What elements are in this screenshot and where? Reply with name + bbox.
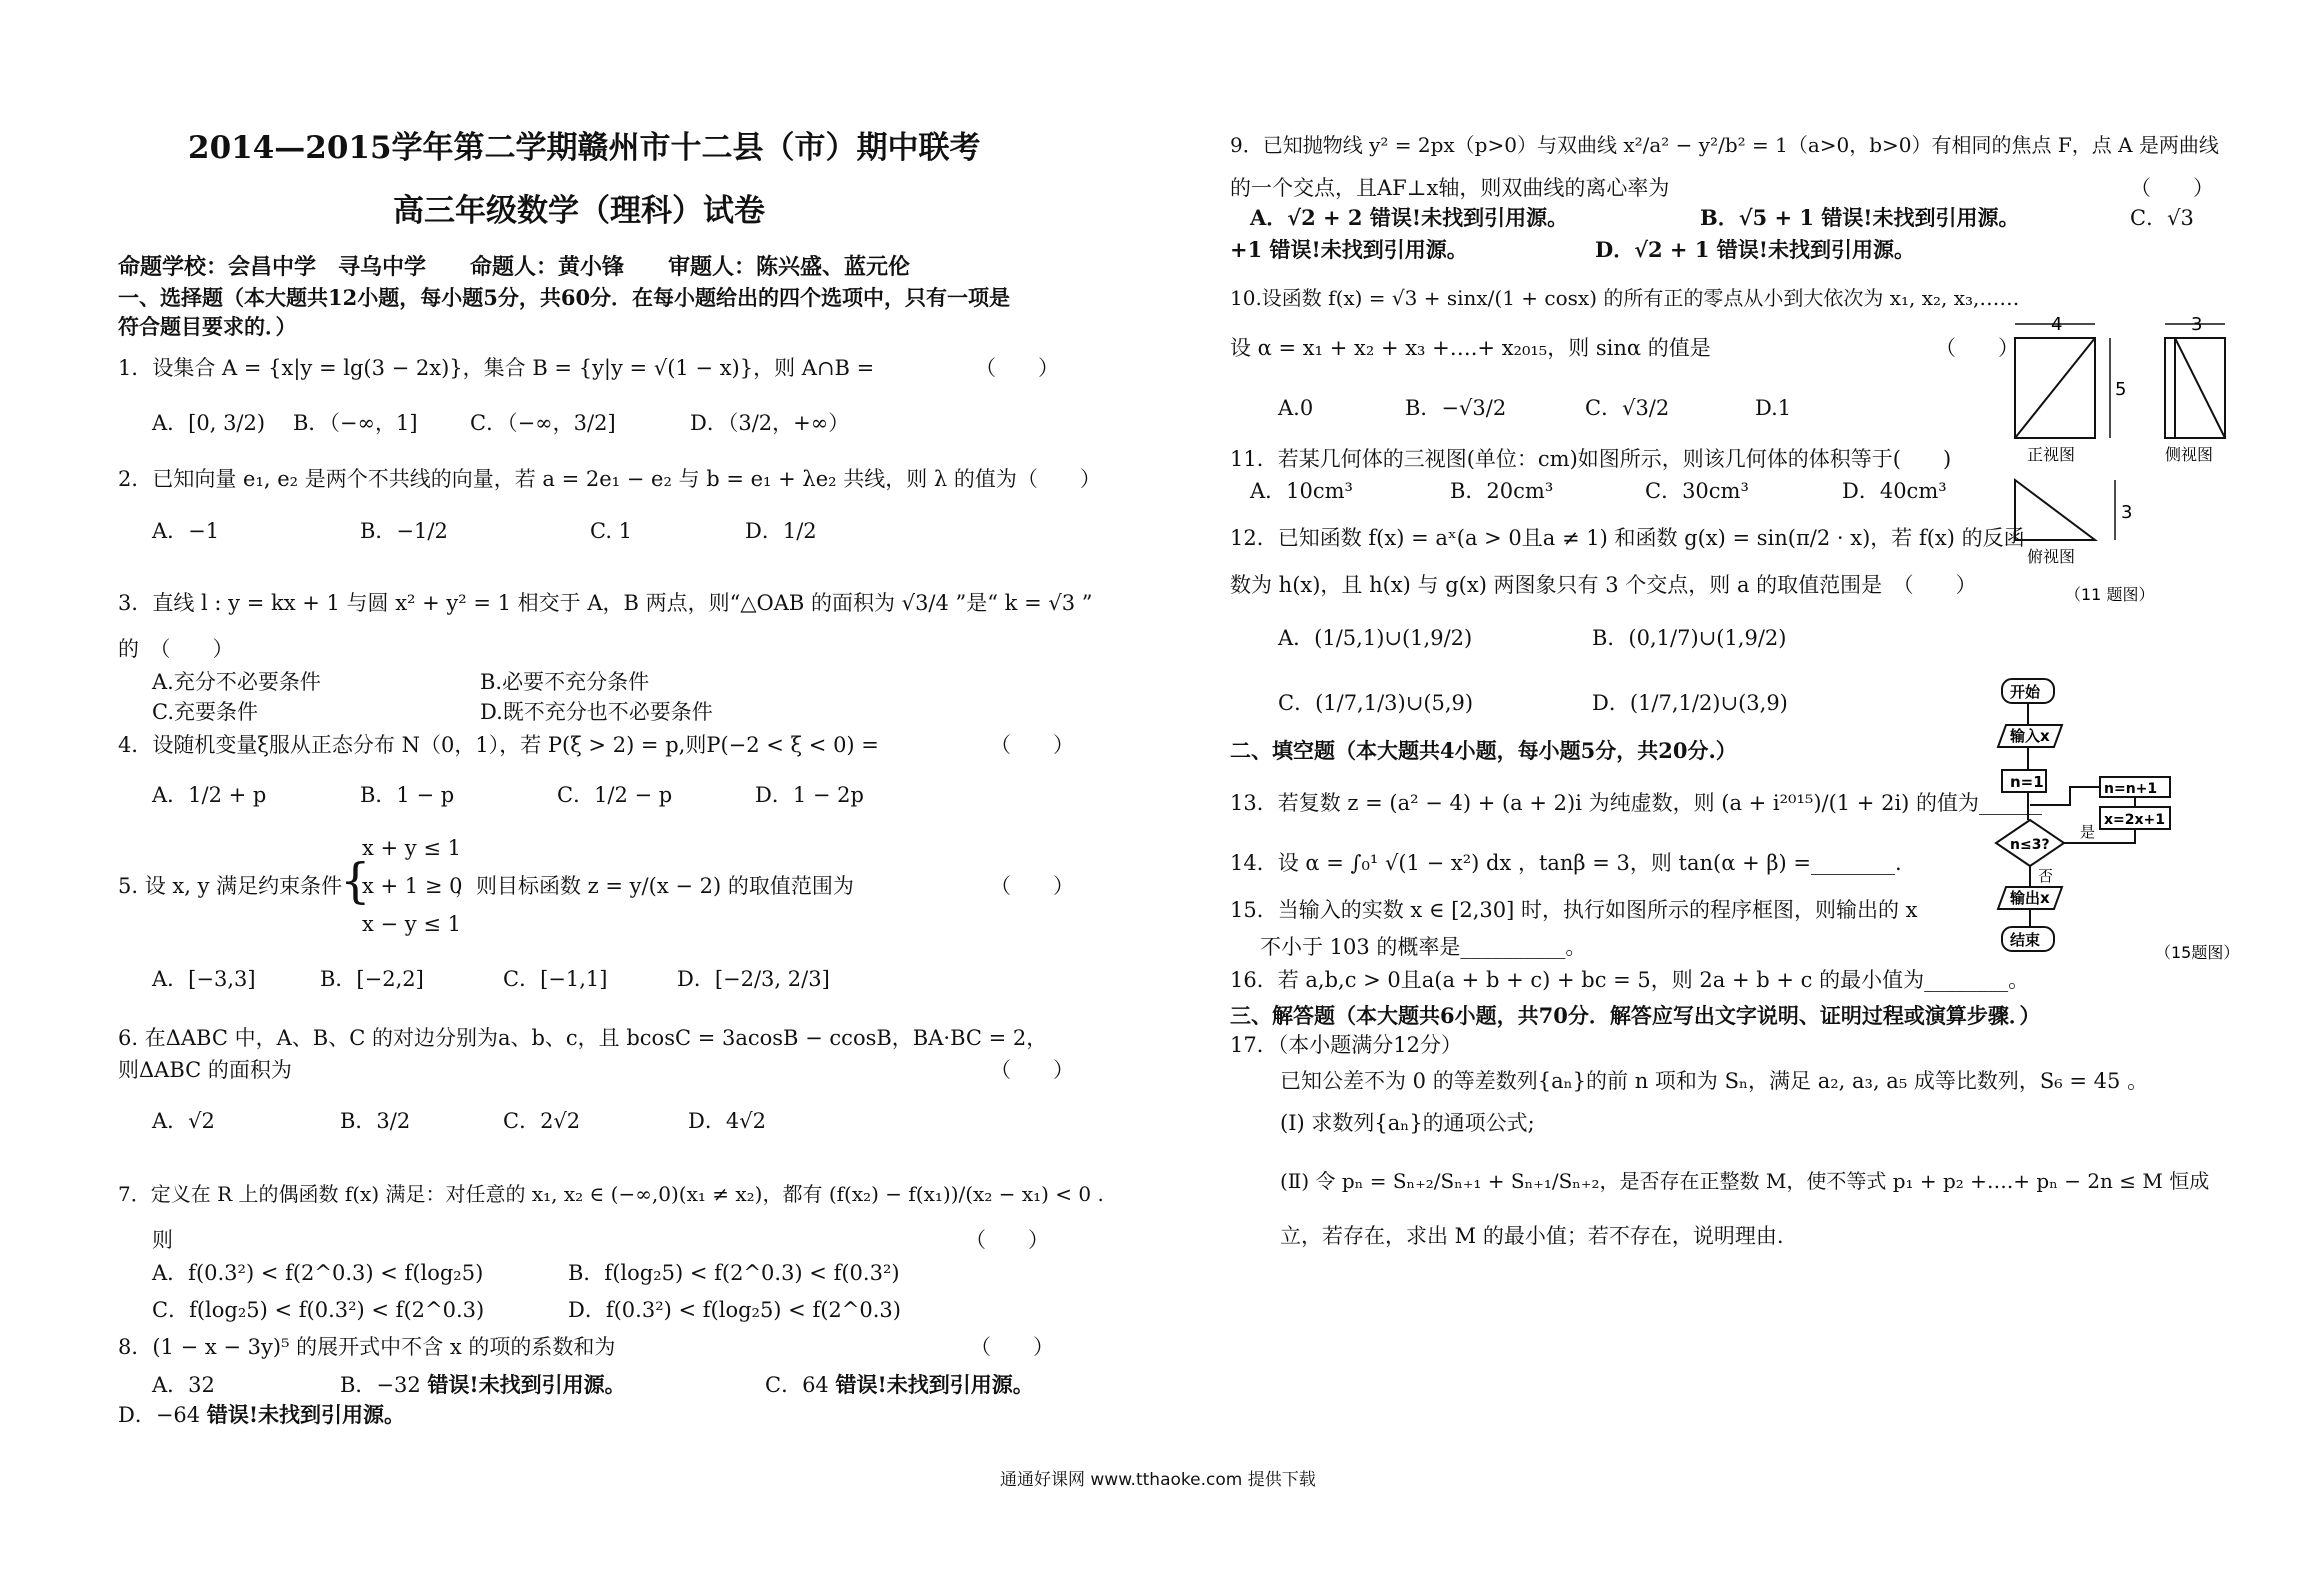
- fig11-three-views: [2005, 300, 2245, 620]
- q12-option-d: D．(1/7,1/2)∪(3,9): [1592, 691, 1788, 715]
- q1-option-b: B．（−∞，1]: [293, 411, 418, 435]
- q12-stem-cont: 数为 h(x)，且 h(x) 与 g(x) 两图象只有 3 个交点，则 a 的取值范围是 （ ）: [1230, 573, 1977, 597]
- q1-stem: 1．设集合 A = {x|y = lg(3 − 2x)}，集合 B = {y|y = √(1 − x)}，则 A∩B =: [118, 356, 875, 380]
- q8-error-d: 错误!未找到引用源。: [206, 1402, 406, 1427]
- q9-error-a: 错误!未找到引用源。: [1369, 205, 1569, 230]
- fig11-top-label: 俯视图: [2027, 547, 2076, 566]
- fig15-input: 输入x: [2010, 727, 2050, 745]
- fig15-flowchart: [1990, 675, 2260, 965]
- q6-stem: 6. 在ΔABC 中，A、B、C 的对边分别为a、b、c，且 bcosC = 3acosB − ccosB，BA·BC = 2，: [118, 1026, 1048, 1050]
- q9-option-c: C．√3: [2130, 206, 2194, 230]
- q8-option-b-text: B．−32: [340, 1373, 421, 1397]
- q10-option-d: D.1: [1755, 396, 1792, 420]
- fig11-dim-front: 4: [2051, 314, 2063, 335]
- q11-option-d: D．40cm³: [1842, 479, 1947, 503]
- q14-stem: 14．设 α = ∫₀¹ √(1 − x²) dx ，tanβ = 3，则 tan(α + β) =________.: [1230, 851, 1902, 875]
- q9-option-d-text: D．√2 + 1: [1595, 237, 1710, 262]
- q3-option-b: B.必要不充分条件: [480, 670, 650, 694]
- q10-option-a: A.0: [1278, 396, 1314, 420]
- q6-option-b: B．3/2: [340, 1109, 411, 1133]
- q12-stem: 12．已知函数 f(x) = aˣ(a > 0且a ≠ 1) 和函数 g(x) = sin(π/2 · x)，若 f(x) 的反函: [1230, 526, 2025, 550]
- q8-stem: 8．(1 − x − 3y)⁵ 的展开式中不含 x 的项的系数和为: [118, 1335, 616, 1359]
- q7-option-a: A．f(0.3²) < f(2^0.3) < f(log₂5): [152, 1261, 484, 1285]
- q5-stem: 5. 设 x, y 满足约束条件: [118, 874, 343, 898]
- q16-stem: 16．若 a,b,c > 0且a(a + b + c) + bc = 5，则 2a + b + c 的最小值为________。: [1230, 968, 2030, 992]
- fig15-yes: 是: [2080, 823, 2096, 841]
- fig15-init: n=1: [2010, 773, 2044, 791]
- q1-option-d: D．（3/2，+∞）: [690, 411, 850, 435]
- section3-heading: 三、解答题（本大题共6小题，共70分．解答应写出文字说明、证明过程或演算步骤．）: [1230, 1003, 2041, 1028]
- q5-option-b: B．[−2,2]: [320, 967, 424, 991]
- q6-option-a: A．√2: [152, 1109, 215, 1133]
- section1-heading-cont: 符合题目要求的．）: [118, 314, 297, 339]
- q2-option-c: C. 1: [590, 519, 633, 543]
- q12-option-c: C．(1/7,1/3)∪(5,9): [1278, 691, 1474, 715]
- q9-stem: 9．已知抛物线 y² = 2px（p>0）与双曲线 x²/a² − y²/b² = 1（a>0，b>0）有相同的焦点 F，点 A 是两曲线: [1230, 133, 2219, 157]
- q6-option-c: C．2√2: [503, 1109, 581, 1133]
- q3-option-c: C.充要条件: [152, 700, 258, 724]
- q7-option-c: C．f(log₂5) < f(0.3²) < f(2^0.3): [152, 1298, 485, 1322]
- q15-stem-cont: 不小于 103 的概率是__________。: [1260, 935, 1587, 959]
- q5-option-c: C．[−1,1]: [503, 967, 608, 991]
- q9-error-d: 错误!未找到引用源。: [1716, 237, 1915, 262]
- q2-option-d: D．1/2: [745, 519, 817, 543]
- fig11-dim-height: 5: [2115, 379, 2127, 400]
- q2-option-b: B．−1/2: [360, 519, 448, 543]
- page-footer: 通通好课网 www.tthaoke.com 提供下载: [1000, 1470, 1316, 1490]
- fig11-front-diagonal: [2015, 338, 2095, 438]
- fig15-cond: n≤3?: [2010, 837, 2050, 853]
- q11-option-b: B．20cm³: [1450, 479, 1554, 503]
- fig11-top-view: [2015, 480, 2095, 540]
- q5-option-d: D．[−2/3, 2/3]: [677, 967, 830, 991]
- q9-error-c: 错误!未找到引用源。: [1269, 237, 1468, 262]
- q4-blank: （ ）: [990, 733, 1074, 757]
- fig11-dim-top: 3: [2121, 502, 2133, 523]
- q8-option-a: A．32: [152, 1373, 215, 1397]
- fig11-dim-side: 3: [2191, 314, 2203, 335]
- fig15-caption: （15题图）: [2155, 943, 2240, 962]
- q11-option-a: A．10cm³: [1250, 479, 1353, 503]
- q6-blank: （ ）: [990, 1058, 1074, 1082]
- q7-option-b: B．f(log₂5) < f(2^0.3) < f(0.3²): [568, 1261, 900, 1285]
- q7-stem-cont: 则: [152, 1228, 173, 1252]
- q3-option-a: A.充分不必要条件: [152, 670, 321, 694]
- q4-option-b: B．1 − p: [360, 783, 455, 807]
- fig15-start: 开始: [2010, 683, 2041, 701]
- q5-option-a: A．[−3,3]: [152, 967, 256, 991]
- fig15-end: 结束: [2010, 931, 2041, 949]
- q17-part2: (Ⅱ) 令 pₙ = Sₙ₊₂/Sₙ₊₁ + Sₙ₊₁/Sₙ₊₂，是否存在正整数 M，使不等式 p₁ + p₂ +….+ pₙ − 2n ≤ M 恒成: [1280, 1169, 2210, 1193]
- q10-option-c: C．√3/2: [1585, 396, 1670, 420]
- q3-stem: 3．直线 l : y = kx + 1 与圆 x² + y² = 1 相交于 A，B 两点，则“△OAB 的面积为 √3/4 ”是“ k = √3 ”: [118, 591, 1093, 615]
- q10-stem: 10.设函数 f(x) = √3 + sinx/(1 + cosx) 的所有正的零点从小到大依次为 x₁, x₂, x₃,……: [1230, 286, 2020, 310]
- fig11-caption: （11 题图）: [2065, 585, 2155, 604]
- q4-stem: 4．设随机变量ξ服从正态分布 N（0，1），若 P(ξ > 2) = p,则P(−2 < ξ < 0) =: [118, 733, 879, 757]
- q9-option-a: [1250, 205, 1568, 231]
- q7-option-d: D．f(0.3²) < f(log₂5) < f(2^0.3): [568, 1298, 901, 1322]
- q1-option-a: A．[0, 3/2): [152, 411, 266, 435]
- q9-blank: （ ）: [2130, 176, 2214, 200]
- q9-option-a-text: A．√2 + 2: [1250, 205, 1363, 230]
- q6-option-d: D．4√2: [688, 1109, 766, 1133]
- q5-stem-cont: ，则目标函数 z = y/(x − 2) 的取值范围为: [455, 874, 854, 898]
- q1-blank: （ ）: [975, 356, 1059, 380]
- q7-blank: （ ）: [965, 1228, 1049, 1252]
- q4-option-d: D．1 − 2p: [755, 783, 864, 807]
- q7-stem: 7．定义在 R 上的偶函数 f(x) 满足：对任意的 x₁, x₂ ∈ (−∞,0)(x₁ ≠ x₂)，都有 (f(x₂) − f(x₁))/(x₂ − x₁) < 0 .: [118, 1182, 1104, 1206]
- q15-stem: 15．当输入的实数 x ∈ [2,30] 时，执行如图所示的程序框图，则输出的 x: [1230, 898, 1918, 922]
- q9-option-b-text: B．√5 + 1: [1700, 205, 1814, 230]
- section2-heading: 二、填空题（本大题共4小题，每小题5分，共20分.）: [1230, 738, 1737, 763]
- q8-option-d: [118, 1402, 405, 1428]
- exam-info: 命题学校：会昌中学 寻乌中学 命题人：黄小锋 审题人：陈兴盛、蓝元伦: [118, 254, 911, 280]
- q3-option-d: D.既不充分也不必要条件: [480, 700, 713, 724]
- fig15-inc: n=n+1: [2104, 781, 2158, 797]
- right-column: [1230, 0, 2270, 1588]
- q1-option-c: C．（−∞，3/2]: [470, 411, 616, 435]
- fig15-update: x=2x+1: [2104, 812, 2166, 828]
- q8-option-b: [340, 1372, 626, 1398]
- q12-option-a: A．(1/5,1)∪(1,9/2): [1278, 626, 1473, 650]
- q10-blank: （ ）: [1935, 336, 2019, 360]
- q10-stem-cont: 设 α = x₁ + x₂ + x₃ +….+ x₂₀₁₅，则 sinα 的值是: [1230, 336, 1711, 360]
- q5-brace: {: [340, 853, 371, 909]
- q13-stem: 13．若复数 z = (a² − 4) + (a + 2)i 为纯虚数，则 (a + i²⁰¹⁵)/(1 + 2i) 的值为______: [1230, 791, 2043, 815]
- exam-title: 2014—2015学年第二学期赣州市十二县（市）期中联考: [188, 130, 981, 166]
- q17-part3: 立，若存在，求出 M 的最小值；若不存在，说明理由.: [1280, 1224, 1784, 1248]
- q6-stem-cont: 则ΔABC 的面积为: [118, 1058, 292, 1082]
- q8-error-b: 错误!未找到引用源。: [427, 1372, 626, 1397]
- q4-option-c: C．1/2 − p: [557, 783, 673, 807]
- section1-heading: 一、选择题（本大题共12小题，每小题5分，共60分．在每小题给出的四个选项中，只有一项是: [118, 285, 1011, 310]
- q17-line1: 已知公差不为 0 的等差数列{aₙ}的前 n 项和为 Sₙ，满足 a₂, a₃, a₅ 成等比数列，S₆ = 45 。: [1280, 1069, 2149, 1093]
- q8-option-d-text: D．−64: [118, 1403, 201, 1427]
- q11-stem: 11．若某几何体的三视图(单位：cm)如图所示，则该几何体的体积等于( ): [1230, 447, 1952, 471]
- q3-stem-cont: 的 （ ）: [118, 637, 234, 661]
- q5-constraint-2: x + 1 ≥ 0: [362, 874, 463, 898]
- q5-constraint-3: x − y ≤ 1: [362, 912, 461, 936]
- q17-stem: 17．（本小题满分12分）: [1230, 1033, 1462, 1057]
- q9-option-d: [1595, 237, 1915, 263]
- q17-part1: (Ⅰ) 求数列{aₙ}的通项公式;: [1280, 1111, 1535, 1135]
- q5-blank: （ ）: [990, 874, 1074, 898]
- q9-option-c-cont: [1230, 237, 1468, 263]
- q11-option-c: C．30cm³: [1645, 479, 1749, 503]
- q9-option-b: [1700, 205, 2020, 231]
- fig15-no: 否: [2038, 867, 2054, 885]
- q9-stem-cont: 的一个交点，且AF⊥x轴，则双曲线的离心率为: [1230, 176, 1670, 200]
- q9-option-c-suffix: +1: [1230, 237, 1263, 262]
- fig11-side-diagonal: [2175, 338, 2225, 438]
- exam-subtitle: 高三年级数学（理科）试卷: [393, 193, 765, 229]
- q8-error-c: 错误!未找到引用源。: [835, 1372, 1034, 1397]
- q2-stem: 2．已知向量 e₁, e₂ 是两个不共线的向量，若 a = 2e₁ − e₂ 与 b = e₁ + λe₂ 共线，则 λ 的值为（ ）: [118, 467, 1101, 491]
- q2-option-a: A．−1: [152, 519, 220, 543]
- q10-option-b: B．−√3/2: [1405, 396, 1507, 420]
- fig11-front-label: 正视图: [2027, 445, 2076, 464]
- left-column: [0, 0, 1140, 1588]
- q9-error-b: 错误!未找到引用源。: [1821, 205, 2020, 230]
- q5-constraint-1: x + y ≤ 1: [362, 836, 461, 860]
- q8-option-c-text: C．64: [765, 1373, 829, 1397]
- fig11-side-label: 侧视图: [2165, 445, 2214, 464]
- q4-option-a: A．1/2 + p: [152, 783, 267, 807]
- q12-option-b: B．(0,1/7)∪(1,9/2): [1592, 626, 1787, 650]
- q8-blank: （ ）: [970, 1335, 1054, 1359]
- q8-option-c: [765, 1372, 1034, 1398]
- fig15-output: 输出x: [2010, 889, 2050, 907]
